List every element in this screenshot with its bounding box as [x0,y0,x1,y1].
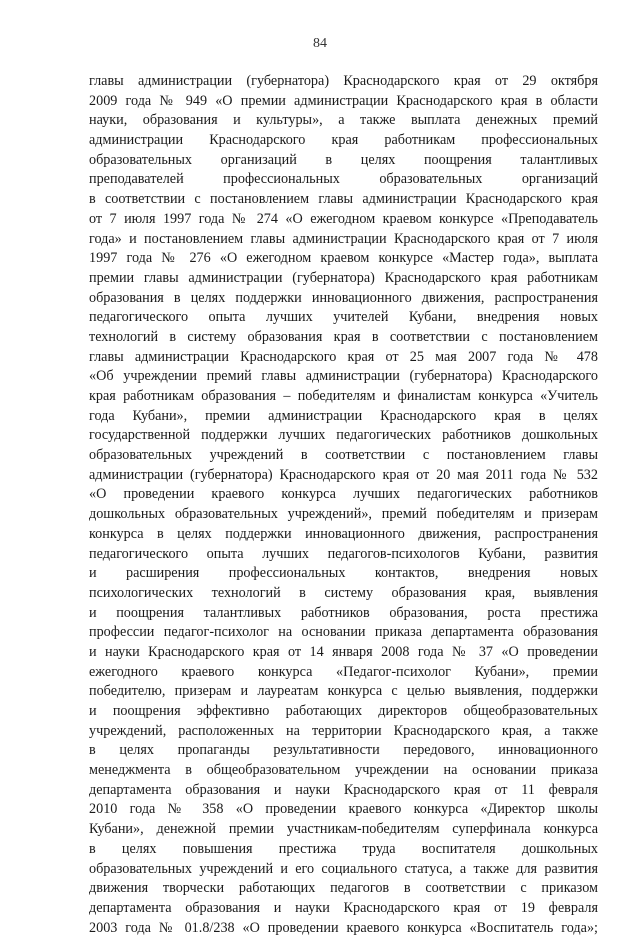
text-line: учреждений, расположенных на территории Краснодарского края, а также [89,722,598,739]
text-line: края работникам образования – победителям и финалистам конкурса «Учитель [89,388,598,404]
text-line: года Кубани», премии администрации Краснодарского края в целях [89,407,598,424]
text-line: главы администрации Краснодарского края от 25 мая 2007 года № 478 [89,348,598,365]
text-line: в соответствии с постановлением главы администрации Краснодарского края [89,191,598,208]
text-line: 2010 года № 358 «О проведении краевого конкурса «Директор школы [89,801,598,818]
text-line: и науки Краснодарского края от 14 января 2008 года № 37 «О проведении [89,643,598,660]
text-line: образования в целях поддержки инновационного движения, распространения [89,289,598,306]
text-line: от 7 июля 1997 года № 274 «О ежегодном краевом конкурсе «Преподаватель [89,210,598,227]
text-line: и поощрения эффективно работающих директоров общеобразовательных [89,703,598,719]
text-line: образовательных учреждений в соответствии с постановлением главы [89,447,598,464]
document-body [89,72,598,938]
text-line: государственной поддержки лучших педагогических работников дошкольных [89,427,598,444]
text-line: «Об учреждении премий главы администрации (губернатора) Краснодарского [89,368,598,385]
text-line: конкурса в целях поддержки инновационного движения, распространения [89,525,598,542]
text-line: премии главы администрации (губернатора) Краснодарского края работникам [89,269,598,286]
text-line: и поощрения талантливых работников образования, роста престижа [89,604,598,621]
text-line: администрации Краснодарского края работникам профессиональных [89,132,598,149]
text-line: департамента образования и науки Краснодарского края от 19 февраля [89,899,598,916]
text-line: профессии педагог-психолог на основании приказа департамента образования [89,624,598,641]
text-line: победителю, призерам и лауреатам конкурса с целью выявления, поддержки [89,683,598,700]
text-line: 1997 года № 276 «О ежегодном краевом конкурсе «Мастер года», выплата [89,250,598,267]
text-line: администрации (губернатора) Краснодарского края от 20 мая 2011 года № 532 [89,466,598,483]
text-line: дошкольных образовательных учреждений», премий победителям и призерам [89,506,598,523]
text-line: педагогического опыта лучших педагогов-психологов Кубани, развития [89,545,598,562]
text-line: менеджмента в общеобразовательном учреждении на основании приказа [89,762,598,779]
text-line: движения творчески работающих педагогов в соответствии с приказом [89,880,598,897]
page-number: 84 [313,36,327,51]
text-line: 2003 года № 01.8/238 «О проведении краевого конкурса «Воспитатель года»; [89,919,598,936]
text-line: департамента образования и науки Краснодарского края от 11 февраля [89,781,598,798]
text-line: ежегодного краевого конкурса «Педагог-психолог Кубани», премии [89,663,598,680]
text-line: науки, образования и культуры», а также выплата денежных премий [89,112,598,129]
text-line: психологических технологий в систему образования края, выявления [89,584,598,601]
text-line: главы администрации (губернатора) Краснодарского края от 29 октября [89,73,598,89]
text-line: педагогического опыта лучших учителей Кубани, внедрения новых [89,309,598,326]
text-line: образовательных учреждений и его социального статуса, а также для развития [89,860,598,877]
text-line: «О проведении краевого конкурса лучших педагогических работников [89,486,598,503]
text-line: преподавателей профессиональных образовательных организаций [89,171,598,188]
text-line: Кубани», денежной премии участникам-победителям суперфинала конкурса [89,821,598,838]
text-line: образовательных организаций в целях поощрения талантливых [89,151,598,168]
text-line: в целях пропаганды результативности передового, инновационного [89,742,598,759]
text-line: в целях повышения престижа труда воспитателя дошкольных [89,840,598,857]
text-line: года» и постановлением главы администрации Краснодарского края от 7 июля [89,230,598,247]
text-line: и расширения профессиональных контактов, внедрения новых [89,565,598,582]
text-line: технологий в систему образования края в соответствии с постановлением [89,328,598,345]
text-line: 2009 года № 949 «О премии администрации Краснодарского края в области [89,92,598,109]
